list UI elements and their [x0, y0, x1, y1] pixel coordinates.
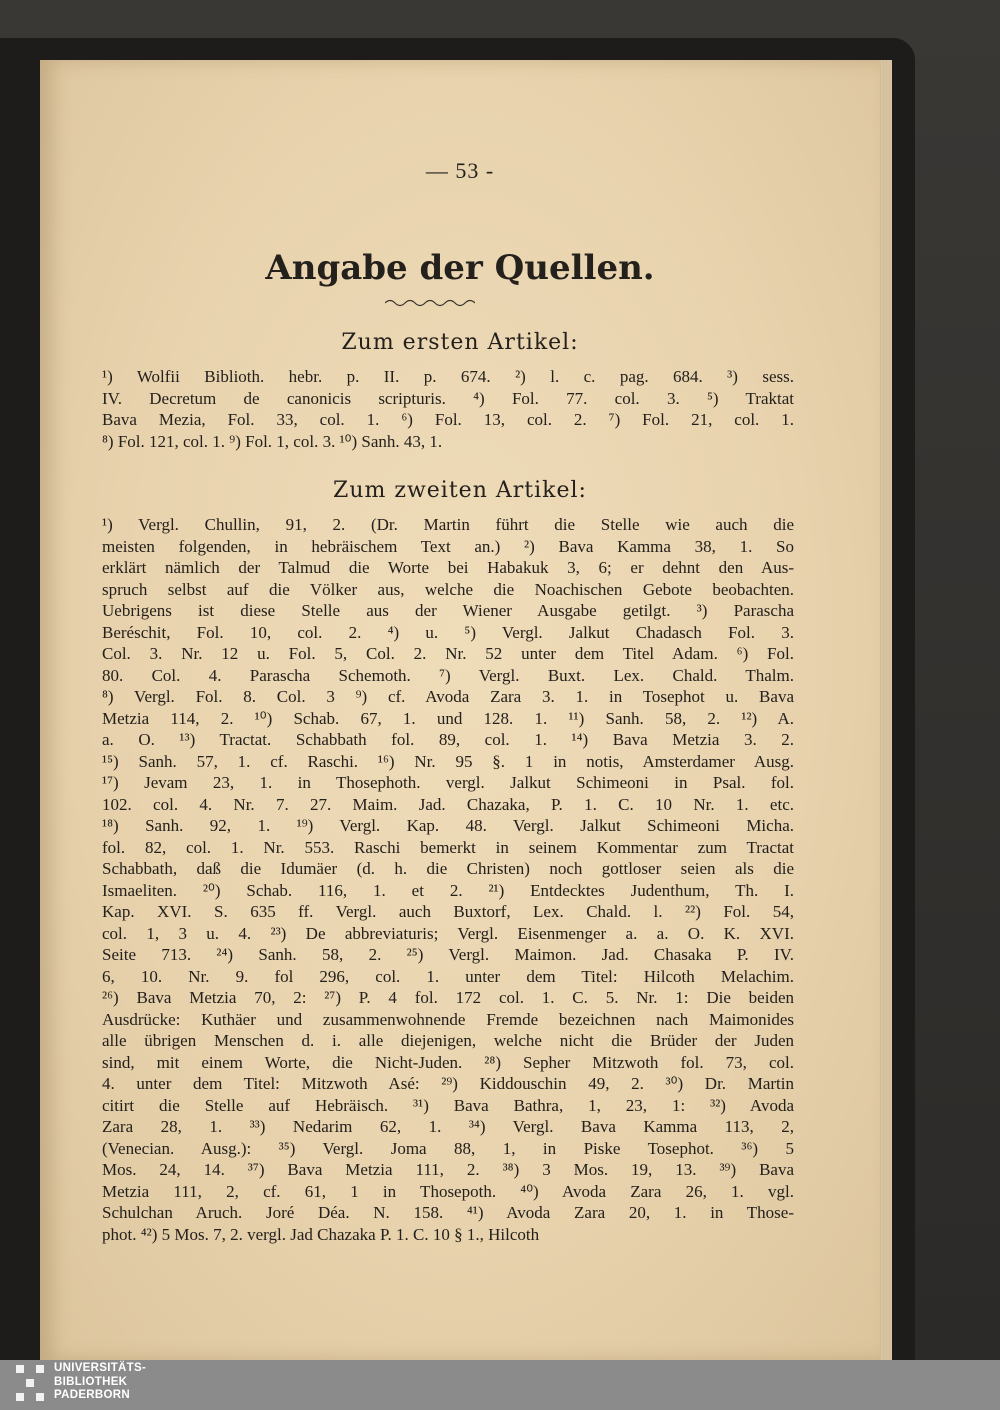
footnote-line: Zara 28, 1. ³³) Nedarim 62, 1. ³⁴) Vergl. Bava Kamma 113, 2, — [102, 1117, 794, 1136]
footnote-line: col. 1, 3 u. 4. ²³) De abbreviaturis; Vergl. Eisenmenger a. a. O. K. XVI. — [102, 923, 794, 943]
footnote-line: Ismaeliten. ²⁰) Schab. 116, 1. et 2. ²¹) Entdecktes Judenthum, Th. I. — [102, 880, 794, 900]
footnote-line: spruch selbst auf die Völker aus, welche die Noachischen Gebote beobachten. — [102, 579, 794, 599]
book-page — [40, 60, 880, 1360]
footnote-line: ⁸) Vergl. Fol. 8. Col. 3 ⁹) cf. Avoda Zara 3. 1. in Tosephot u. Bava — [102, 687, 794, 706]
footnote-line: 102. col. 4. Nr. 7. 27. Maim. Jad. Chazaka, P. 1. C. 10 Nr. 1. etc. — [102, 794, 794, 814]
footnote-line: Metzia 114, 2. ¹⁰) Schab. 67, 1. und 128. 1. ¹¹) Sanh. 58, 2. ¹²) A. — [102, 708, 794, 728]
footnote-line: Schulchan Aruch. Joré Déa. N. 158. ⁴¹) Avoda Zara 20, 1. in Those- — [102, 1203, 794, 1222]
footnote-line: a. O. ¹³) Tractat. Schabbath fol. 89, col. 1. ¹⁴) Bava Metzia 3. 2. — [102, 730, 794, 749]
footnote-line: Bava Mezia, Fol. 33, col. 1. ⁶) Fol. 13, col. 2. ⁷) Fol. 21, col. 1. — [102, 410, 794, 429]
footnote-line: Schabbath, daß die Idumäer (d. h. die Christen) noch gottloser seien als die — [102, 859, 794, 878]
library-name-line: UNIVERSITÄTS- — [54, 1362, 147, 1374]
footnote-line: erklärt nämlich der Talmud die Worte bei Habakuk 3, 6; er dehnt den Aus- — [102, 558, 794, 577]
section-heading-first: Zum ersten Artikel: — [341, 330, 579, 355]
footnote-line: Col. 3. Nr. 12 u. Fol. 5, Col. 2. Nr. 52 unter dem Titel Adam. ⁶) Fol. — [102, 644, 794, 663]
footnote-line: ¹⁷) Jevam 23, 1. in Thosephoth. vergl. Jalkut Schimeoni in Psal. fol. — [102, 773, 794, 792]
footnote-line: ¹) Vergl. Chullin, 91, 2. (Dr. Martin führt die Stelle wie auch die — [102, 515, 794, 534]
footnote-line: Seite 713. ²⁴) Sanh. 58, 2. ²⁵) Vergl. Maimon. Jad. Chasaka P. IV. — [102, 945, 794, 964]
library-logo-icon — [16, 1365, 46, 1405]
page-title: Angabe der Quellen. — [265, 248, 655, 288]
footnote-line: ²⁶) Bava Metzia 70, 2: ²⁷) P. 4 fol. 172 col. 1. C. 5. Nr. 1: Die beiden — [102, 988, 794, 1007]
library-name — [54, 1362, 146, 1403]
footnote-block-second — [102, 514, 794, 1245]
footnote-line: phot. ⁴²) 5 Mos. 7, 2. vergl. Jad Chazaka P. 1. C. 10 § 1., Hilcoth — [102, 1224, 540, 1244]
footnote-line: IV. Decretum de canonicis scripturis. ⁴) Fol. 77. col. 3. ⁵) Traktat — [102, 388, 794, 408]
footnote-line: ¹) Wolfii Biblioth. hebr. p. II. p. 674. ²) l. c. pag. 684. ³) sess. — [102, 367, 794, 386]
footnote-line: Mos. 24, 14. ³⁷) Bava Metzia 111, 2. ³⁸) 3 Mos. 19, 13. ³⁹) Bava — [102, 1160, 794, 1179]
footnote-line: ⁸) Fol. 121, col. 1. ⁹) Fol. 1, col. 3. ¹⁰) Sanh. 43, 1. — [102, 431, 443, 451]
footnote-line: meisten folgenden, in hebräischem Text an.) ²) Bava Kamma 38, 1. So — [102, 536, 794, 556]
library-name-line: PADERBORN — [54, 1389, 130, 1401]
footnote-line: Kap. XVI. S. 635 ff. Vergl. auch Buxtorf, Lex. Chald. l. ²²) Fol. 54, — [102, 902, 794, 921]
footnote-line: Uebrigens ist diese Stelle aus der Wiener Ausgabe getilgt. ³) Parascha — [102, 601, 794, 620]
footnote-line: (Venecian. Ausg.): ³⁵) Vergl. Joma 88, 1, in Piske Tosephot. ³⁶) 5 — [102, 1138, 794, 1158]
footnote-line: citirt die Stelle auf Hebräisch. ³¹) Bava Bathra, 1, 23, 1: ³²) Avoda — [102, 1095, 794, 1115]
ornament-divider — [385, 298, 475, 308]
footnote-line: ¹⁵) Sanh. 57, 1. cf. Raschi. ¹⁶) Nr. 95 §. 1 in notis, Amsterdamer Ausg. — [102, 751, 794, 771]
footnote-line: Beréschit, Fol. 10, col. 2. ⁴) u. ⁵) Vergl. Jalkut Chadasch Fol. 3. — [102, 622, 794, 642]
footnote-line: fol. 82, col. 1. Nr. 553. Raschi bemerkt in seinem Kommentar zum Tractat — [102, 837, 794, 857]
footnote-line: Ausdrücke: Kuthäer und zusammenwohnende Fremde bezeichnen nach Maimonides — [102, 1009, 794, 1029]
footnote-line: Metzia 111, 2, cf. 61, 1 in Thosepoth. ⁴⁰) Avoda Zara 26, 1. vgl. — [102, 1181, 794, 1201]
footnote-block-first — [102, 366, 794, 452]
section-heading-second: Zum zweiten Artikel: — [333, 478, 587, 503]
library-name-line: BIBLIOTHEK — [54, 1375, 128, 1388]
footnote-line: ¹⁸) Sanh. 92, 1. ¹⁹) Vergl. Kap. 48. Vergl. Jalkut Schimeoni Micha. — [102, 816, 794, 835]
page-number: — 53 - — [425, 158, 495, 183]
footnote-line: sind, mit einem Worte, die Nicht-Juden. ²⁸) Sepher Mitzwoth fol. 73, col. — [102, 1052, 794, 1072]
footnote-line: 80. Col. 4. Parascha Schemoth. ⁷) Vergl. Buxt. Lex. Chald. Thalm. — [102, 665, 794, 685]
footnote-line: 6, 10. Nr. 9. fol 296, col. 1. unter dem Titel: Hilcoth Melachim. — [102, 966, 794, 986]
footnote-line: alle übrigen Menschen d. i. alle diejenigen, welche nicht die Brüder der Juden — [102, 1031, 794, 1050]
library-footer — [0, 1360, 1000, 1410]
footnote-line: 4. unter dem Titel: Mitzwoth Asé: ²⁹) Kiddouschin 49, 2. ³⁰) Dr. Martin — [102, 1074, 794, 1093]
